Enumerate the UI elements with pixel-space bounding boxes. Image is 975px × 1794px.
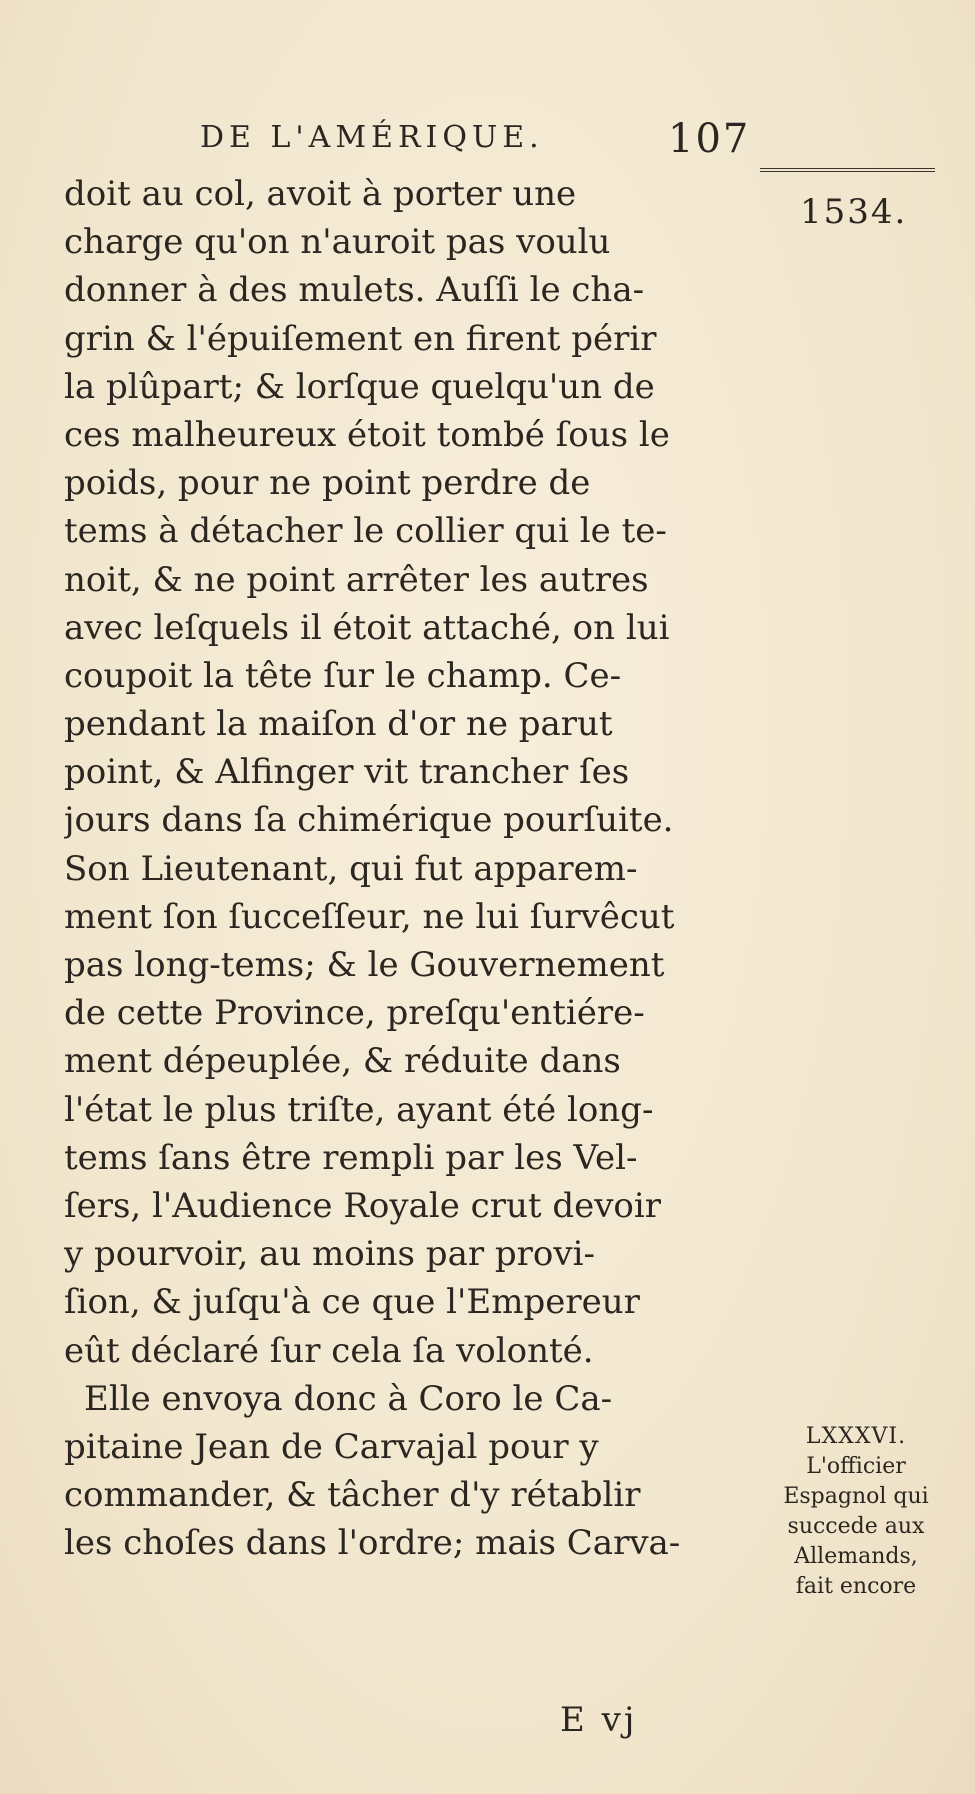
text-line: noit, & ne point arrêter les autres xyxy=(64,559,649,600)
margin-note-line: succede aux xyxy=(787,1514,925,1539)
text-line: la plûpart; & lorſque quelqu'un de xyxy=(64,366,655,407)
text-line: ment dépeuplée, & réduite dans xyxy=(64,1041,621,1082)
signature-mark: E vj xyxy=(560,1700,638,1740)
text-line: ſers, l'Audience Royale crut devoir xyxy=(64,1185,662,1226)
margin-note-line: fait encore xyxy=(795,1574,917,1599)
text-line: pas long-tems; & le Gouvernement xyxy=(64,945,665,985)
text-line: de cette Province, preſqu'entiére- xyxy=(64,993,645,1034)
page-header xyxy=(200,110,760,160)
text-line: charge qu'on n'auroit pas voulu xyxy=(64,222,611,263)
margin-note xyxy=(758,1422,954,1602)
text-line: ſion, & juſqu'à ce que l'Empereur xyxy=(64,1282,640,1323)
text-line: ment ſon ſucceſſeur, ne lui ſurvêcut xyxy=(64,896,675,937)
body-text xyxy=(64,170,754,1567)
text-line: eût déclaré ſur cela ſa volonté. xyxy=(64,1330,594,1371)
text-line: Son Lieutenant, qui fut apparem- xyxy=(64,848,638,889)
text-line: doit au col, avoit à porter une xyxy=(64,174,577,214)
text-line: y pourvoir, au moins par provi- xyxy=(64,1234,595,1275)
text-line: jours dans ſa chimérique pourſuite. xyxy=(64,800,674,841)
text-line: poids, pour ne point perdre de xyxy=(64,463,591,504)
text-line: coupoit la tête ſur le champ. Ce- xyxy=(64,655,622,696)
text-line: pendant la maiſon d'or ne parut xyxy=(64,704,613,745)
running-title: DE L'AMÉRIQUE. xyxy=(200,120,544,155)
margin-note-number: LXXXVI. xyxy=(805,1424,907,1449)
paragraph-start-line: Elle envoya donc à Coro le Ca- xyxy=(84,1378,613,1419)
text-line: l'état le plus triſte, ayant été long- xyxy=(64,1089,654,1130)
text-line: tems à détacher le collier qui le te- xyxy=(64,511,667,552)
margin-note-line: Allemands, xyxy=(794,1544,918,1569)
margin-note-line: Espagnol qui xyxy=(783,1484,929,1509)
text-line: pitaine Jean de Carvajal pour y xyxy=(64,1426,599,1467)
margin-year: 1534. xyxy=(800,192,908,232)
text-line: donner à des mulets. Auſſi le cha- xyxy=(64,270,645,311)
text-line: grin & l'épuiſement en firent périr xyxy=(64,318,657,359)
text-line: tems ſans être rempli par les Vel- xyxy=(64,1137,638,1178)
margin-rule xyxy=(760,168,935,180)
text-line: point, & Alfinger vit trancher ſes xyxy=(64,752,630,793)
margin-note-line: L'officier xyxy=(806,1454,906,1479)
page-number: 107 xyxy=(668,116,751,162)
text-line: les choſes dans l'ordre; mais Carva- xyxy=(64,1523,681,1564)
text-line: commander, & tâcher d'y rétablir xyxy=(64,1475,641,1516)
text-line: ces malheureux étoit tombé ſous le xyxy=(64,414,670,455)
text-line: avec leſquels il étoit attaché, on lui xyxy=(64,607,670,648)
